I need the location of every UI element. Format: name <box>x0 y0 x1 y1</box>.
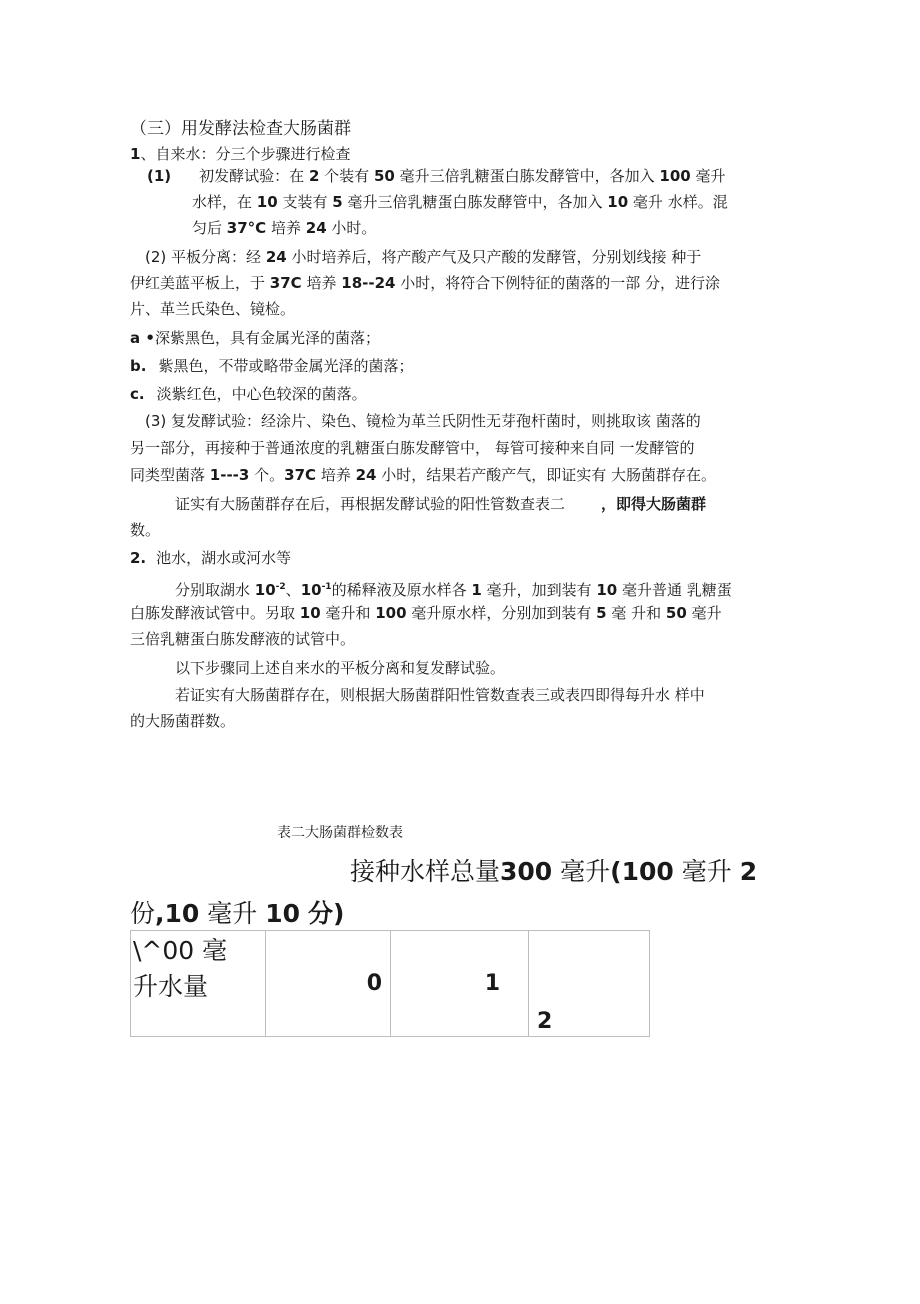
header-cell <box>131 931 266 1037</box>
feature-b: b. 紫黑色，不带或略带金属光泽的菌落； <box>130 357 414 375</box>
part1-title: 1、自来水：分三个步骤进行检查 <box>130 145 351 163</box>
table-caption: 表二大肠菌群检数表 <box>277 825 403 841</box>
part2-para1-line3: 三倍乳糖蛋白胨发酵液的试管中。 <box>130 630 356 648</box>
step1-line1: (1) 初发酵试验：在 2 个装有 50 毫升三倍乳糖蛋白胨发酵管中，各加入 100 毫升 <box>147 167 726 185</box>
part2-para2: 以下步骤同上述自来水的平板分离和复发酵试验。 <box>175 659 506 677</box>
step2-line2: 伊红美蓝平板上，于 37C 培养 18--24 小时，将符合下例特征的菌落的一部 分，进行涂 <box>130 274 721 292</box>
table-row <box>131 931 650 1037</box>
coliform-count-table <box>130 930 650 1037</box>
step3-line1: (3) 复发酵试验：经涂片、染色、镜检为革兰氏阴性无芽孢杆菌时，则挑取该 菌落的 <box>145 412 701 430</box>
step2-line1: (2) 平板分离：经 24 小时培养后，将产酸产气及只产酸的发酵管，分别划线接 种于 <box>145 248 702 266</box>
part2-para3-line1: 若证实有大肠菌群存在，则根据大肠菌群阳性管数查表三或表四即得每升水 样中 <box>175 686 705 704</box>
part2-title: 2. 池水，湖水或河水等 <box>130 549 292 567</box>
step1-line3: 匀后 37°C 培养 24 小时。 <box>192 219 377 237</box>
feature-a: a •深紫黑色，具有金属光泽的菌落； <box>130 329 380 347</box>
step2-line3: 片、革兰氏染色、镜检。 <box>130 300 296 318</box>
part2-para1-line2: 白胨发酵液试管中。另取 10 毫升和 100 毫升原水样，分别加到装有 5 毫 升和 50 毫升 <box>130 604 722 622</box>
table-subtitle-line1: 接种水样总量300 毫升(100 毫升 2 <box>350 857 758 886</box>
part2-para1-line1: 分别取湖水 $10^{-2}$、$10^{-1}$的稀释液及原水样各 1 毫升，加到装有 10 毫升普通 乳糖蛋 <box>175 581 732 599</box>
column-0-value: 0 <box>366 971 382 996</box>
table-subtitle-line2: 份,10 毫升 10 分) <box>130 899 345 928</box>
part2-para3-line2: 的大肠菌群数。 <box>130 712 236 730</box>
step1-line2: 水样，在 10 支装有 5 毫升三倍乳糖蛋白胨发酵管中，各加入 10 毫升 水样。混 <box>192 193 728 211</box>
column-2-value: 2 <box>537 1009 553 1034</box>
conclusion-line1: 证实有大肠菌群存在后，再根据发酵试验的阳性管数查表二 ，即得大肠菌群 <box>175 495 707 513</box>
column-1-value: 1 <box>484 971 500 996</box>
column-0-cell <box>266 931 391 1037</box>
conclusion-line2: 数。 <box>130 521 161 539</box>
step3-line2: 另一部分，再接种于普通浓度的乳糖蛋白胨发酵管中， 每管可接种来自同 一发酵管的 <box>130 439 695 457</box>
step3-line3: 同类型菌落 1---3 个。37C 培养 24 小时，结果若产酸产气，即证实有 大肠菌群存在。 <box>130 466 717 484</box>
feature-c: c. 淡紫红色，中心色较深的菌落。 <box>130 385 367 403</box>
column-2-cell <box>529 931 650 1037</box>
header-cell-text: \^00 毫 升水量 <box>133 936 228 1001</box>
column-1-cell <box>391 931 529 1037</box>
section-title: （三）用发酵法检查大肠菌群 <box>130 119 351 139</box>
